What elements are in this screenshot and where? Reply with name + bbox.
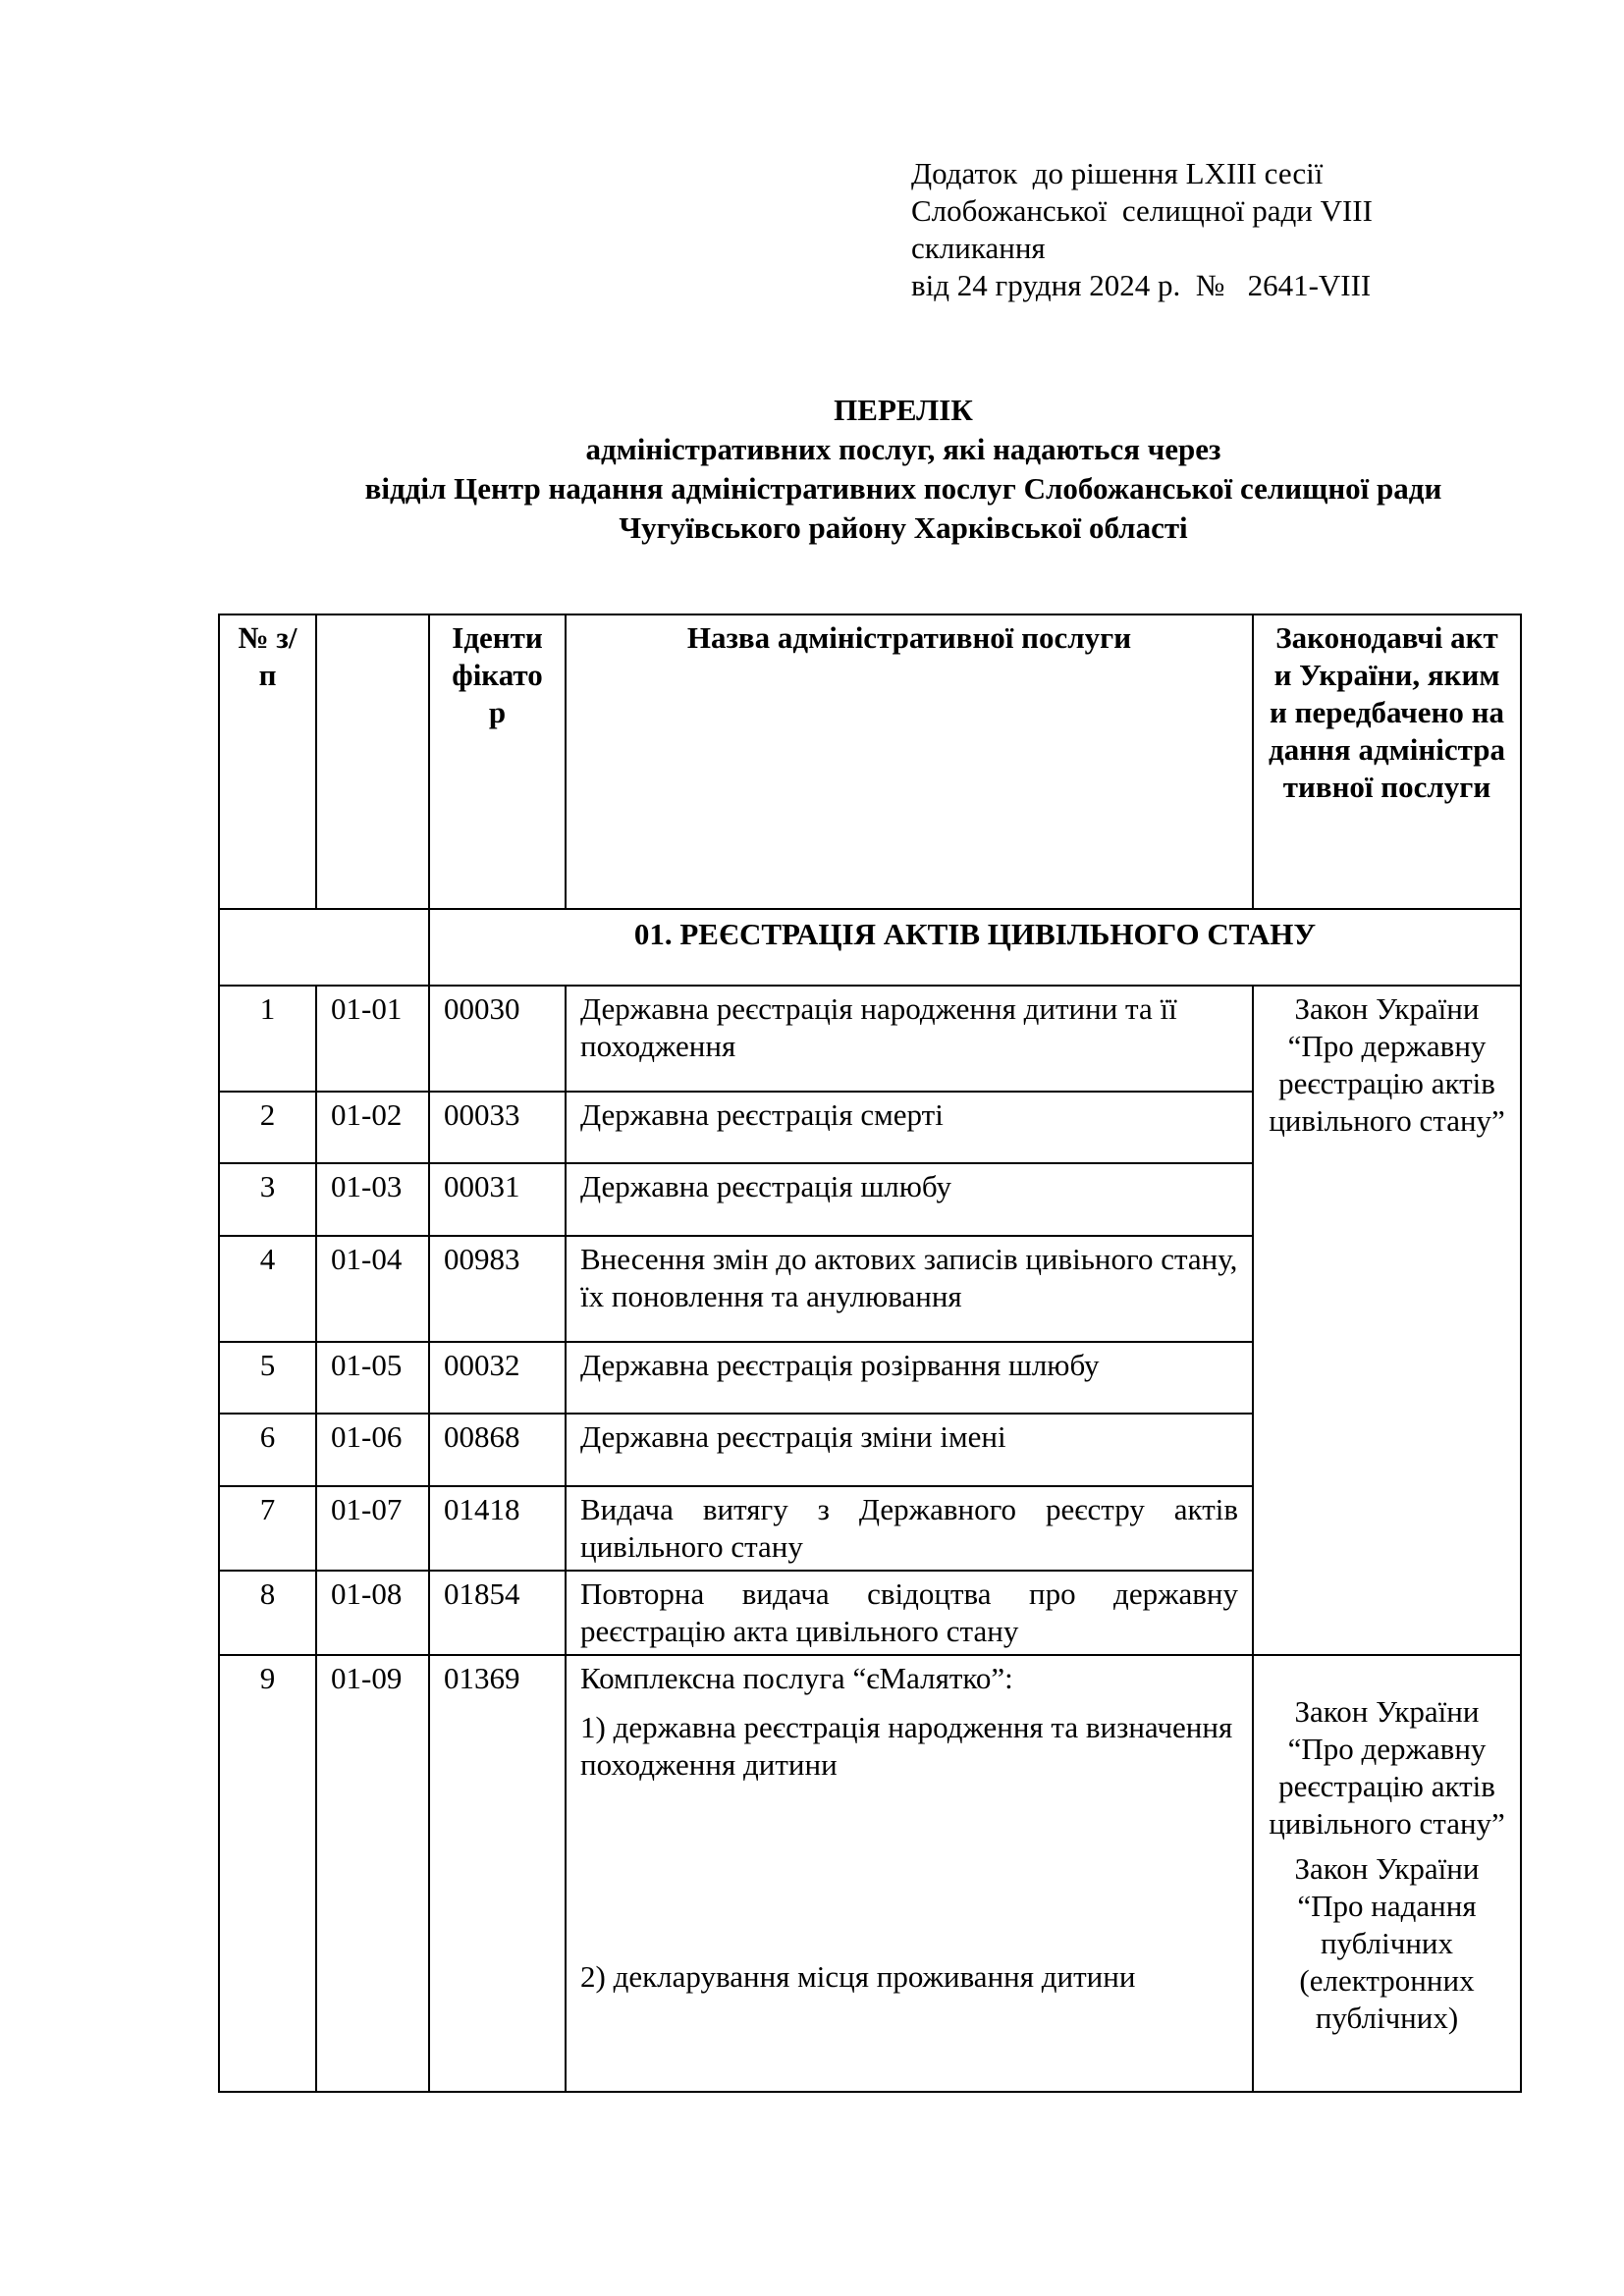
heading-line: відділ Центр надання адміністративних послуг Слобожанської селищної ради: [364, 471, 1442, 506]
services-table: [218, 614, 1522, 2093]
document-title: ПЕРЕЛІК: [834, 393, 973, 427]
annex-line: скликання: [911, 231, 1046, 265]
row-code: 01-07: [316, 1486, 429, 1571]
row-num: 1: [219, 986, 316, 1092]
annex-line: від 24 грудня 2024 р. № 2641-VIII: [911, 268, 1372, 302]
heading-line: адміністративних послуг, які надаються через: [585, 432, 1221, 466]
table-row: [219, 986, 1521, 1092]
row-num: 2: [219, 1092, 316, 1163]
complex-subservice-2: 2) декларування місця проживання дитини: [580, 1959, 1136, 1994]
row-code: 01-06: [316, 1414, 429, 1486]
row-name: Повторна видача свідоцтва про державну реєстрацію акта цивільного стану: [566, 1571, 1253, 1655]
row-name: Державна реєстрація шлюбу: [566, 1163, 1253, 1236]
complex-subservice-1: 1) державна реєстрація народження та визначення походження дитини: [580, 1710, 1233, 1782]
row-num: 7: [219, 1486, 316, 1571]
section-row: [219, 909, 1521, 986]
header-code: [316, 614, 429, 909]
row-name: Державна реєстрація народження дитини та її походження: [566, 986, 1253, 1092]
law-cell-complex: [1253, 1655, 1521, 2092]
law-1: Закон України “Про державну реєстрацію актів цивільного стану”: [1269, 1694, 1505, 1841]
row-id: 01369: [429, 1655, 566, 2092]
row-num: 5: [219, 1342, 316, 1414]
law-cell: Закон України “Про державну реєстрацію актів цивільного стану”: [1253, 986, 1521, 1655]
annex-line: Слобожанської селищної ради VIII: [911, 193, 1373, 228]
row-code: 01-08: [316, 1571, 429, 1655]
table-header-row: [219, 614, 1521, 909]
row-code: 01-02: [316, 1092, 429, 1163]
row-id: 00030: [429, 986, 566, 1092]
row-id: 00031: [429, 1163, 566, 1236]
row-id: 00033: [429, 1092, 566, 1163]
row-id: 00032: [429, 1342, 566, 1414]
row-name: Державна реєстрація розірвання шлюбу: [566, 1342, 1253, 1414]
table-row: [219, 1655, 1521, 2092]
row-num: 6: [219, 1414, 316, 1486]
header-laws: Законодавчі акти України, якими передбачено надання адміністративної послуги: [1253, 614, 1521, 909]
row-num: 3: [219, 1163, 316, 1236]
row-num: 9: [219, 1655, 316, 2092]
row-code: 01-01: [316, 986, 429, 1092]
row-code: 01-04: [316, 1236, 429, 1342]
header-id: Ідентифікатор: [429, 614, 566, 909]
header-num: № з/п: [219, 614, 316, 909]
section-title: 01. РЕЄСТРАЦІЯ АКТІВ ЦИВІЛЬНОГО СТАНУ: [429, 909, 1521, 986]
row-num: 4: [219, 1236, 316, 1342]
row-name: Державна реєстрація зміни імені: [566, 1414, 1253, 1486]
section-empty-cell: [219, 909, 429, 986]
row-name-complex: [566, 1655, 1253, 2092]
row-id: 01418: [429, 1486, 566, 1571]
document-heading: [221, 391, 1586, 548]
row-code: 01-03: [316, 1163, 429, 1236]
row-name: Внесення змін до актових записів цивіьного стану, їх поновлення та анулювання: [566, 1236, 1253, 1342]
annex-line: Додаток до рішення LXIII сесії: [911, 156, 1324, 190]
row-id: 01854: [429, 1571, 566, 1655]
law-2: Закон України “Про надання публічних (електронних публічних): [1294, 1851, 1480, 2035]
row-code: 01-09: [316, 1655, 429, 2092]
complex-service-title: Комплексна послуга “єМалятко”:: [580, 1661, 1013, 1695]
heading-line: Чугуївського району Харківської області: [619, 510, 1188, 545]
header-name: Назва адміністративної послуги: [566, 614, 1253, 909]
row-code: 01-05: [316, 1342, 429, 1414]
row-name: Державна реєстрація смерті: [566, 1092, 1253, 1163]
row-id: 00983: [429, 1236, 566, 1342]
annex-note: [911, 155, 1373, 304]
row-name: Видача витягу з Державного реєстру актів цивільного стану: [566, 1486, 1253, 1571]
row-id: 00868: [429, 1414, 566, 1486]
row-num: 8: [219, 1571, 316, 1655]
